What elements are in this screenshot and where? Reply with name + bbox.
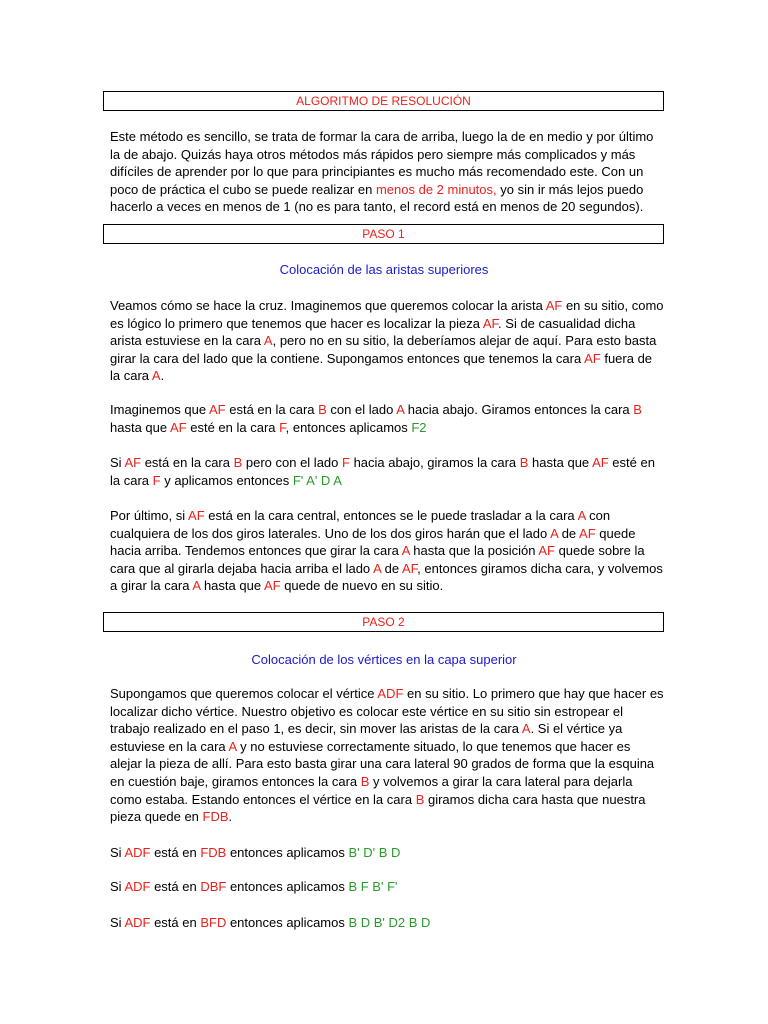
highlighted-term: FDB	[200, 845, 227, 860]
highlighted-term: A	[577, 508, 586, 523]
text-run: quede de nuevo en su sitio.	[280, 578, 444, 594]
text-run: Este método es sencillo, se trata de formar la cara de arriba, luego la de en medio y por último la de abajo. Quizás haya otros métodos más rápidos pero siempre más complicados y más difíciles de aprender por lo que para principiantes es mucho más recomendado este. Con un poco de práctica el cubo se puede realizar en	[110, 129, 654, 197]
paso-2-paragraph	[110, 914, 665, 932]
highlighted-term: AF	[584, 350, 601, 366]
text-run: Imaginemos que	[110, 402, 210, 417]
text-run: en su sitio. Lo primero que hay que hacer es localizar dicho vértice. Nuestro objetivo es colocar este vértice en su sitio sin estropear el trabajo realizado en el paso 1, es decir, sin mover las aristas de la cara	[110, 686, 664, 737]
text-run: . Si el vértice ya estuviese en la cara	[110, 721, 623, 754]
text-run: Si	[110, 455, 125, 470]
text-run: entonces aplicamos	[226, 915, 349, 930]
highlighted-term: B	[233, 455, 243, 470]
highlighted-term: AF	[170, 419, 187, 435]
highlighted-term: AF	[482, 315, 499, 331]
text-run: y volvemos a girar la cara lateral para dejarla como estaba. Estando entonces el vértice en la cara	[110, 773, 633, 807]
paso-1-paragraph	[110, 454, 665, 489]
highlighted-term: ADF	[124, 845, 151, 860]
paso-1-paragraph	[110, 297, 665, 385]
text-run: giramos dicha cara hasta que nuestra pieza quede en	[110, 791, 646, 825]
highlighted-term: B	[519, 455, 529, 470]
highlighted-term: A	[550, 525, 559, 541]
highlighted-term: AF	[579, 525, 596, 541]
text-run: está en la cara	[141, 455, 234, 470]
highlighted-term: AF	[209, 402, 226, 417]
text-run: quede sobre la cara que al girarla dejaba hacia arriba el lado	[110, 543, 645, 576]
move-sequence: F2	[411, 419, 427, 435]
highlighted-term: F	[152, 472, 161, 488]
text-run: hasta que	[528, 455, 593, 470]
text-run: con el lado	[326, 402, 397, 417]
paso-1-box: PASO 1	[103, 224, 664, 244]
highlighted-term: DBF	[200, 879, 227, 894]
highlighted-term: AF	[538, 543, 555, 559]
text-run: quede hacia arriba. Tendemos entonces que girar la cara	[110, 525, 636, 559]
highlighted-term: AF	[592, 455, 609, 470]
text-run: pero con el lado	[242, 455, 342, 470]
highlighted-term: A	[263, 333, 273, 349]
highlighted-term: F	[279, 419, 286, 435]
text-run: está en	[150, 845, 201, 860]
text-run: esté en la cara	[186, 419, 280, 435]
highlighted-term: A	[151, 368, 161, 384]
text-run: .	[160, 368, 165, 384]
paso-2-box: PASO 2	[103, 612, 664, 632]
text-run: . Si de casualidad dicha arista estuviese en la cara	[110, 315, 636, 349]
highlighted-term: ADF	[377, 686, 404, 701]
text-run: y no estuviese correctamente situado, lo que tenemos que hacer es alejar la pieza de allí. Para esto basta girar una cara lateral 90 grados de forma que la esquina en cuestión baje, giramos entonces la cara	[110, 738, 655, 789]
highlighted-term: B	[360, 773, 370, 789]
text-run: , entonces giramos dicha cara, y volvemos a girar la cara	[110, 560, 663, 594]
highlighted-term: A	[228, 738, 237, 754]
highlighted-term: AF	[263, 578, 281, 594]
highlighted-term: FDB	[202, 809, 229, 825]
highlighted-term: AF	[545, 298, 563, 313]
text-run: Supongamos que queremos colocar el vértice	[110, 686, 378, 701]
text-run: entonces aplicamos	[226, 879, 349, 894]
move-sequence: B F B' F'	[348, 879, 398, 894]
highlighted-term: A	[401, 543, 410, 559]
paso-2-paragraph	[110, 878, 665, 896]
text-run: hasta que	[110, 419, 170, 435]
highlighted-term: A	[396, 402, 405, 417]
highlighted-term: F	[342, 455, 350, 470]
highlighted-term: BFD	[200, 915, 227, 930]
text-run: está en la cara	[225, 402, 319, 417]
paso-2-paragraph	[110, 844, 665, 862]
text-run: fuera de la cara	[110, 350, 653, 384]
text-run: en su sitio, como es lógico lo primero que tenemos que hacer es localizar la pieza	[110, 298, 664, 331]
text-run: hasta que	[200, 578, 264, 594]
move-sequence: F' A' D A	[292, 472, 342, 488]
highlighted-term: B	[415, 791, 425, 807]
highlighted-term: B	[633, 402, 642, 417]
text-run: de	[381, 560, 402, 576]
paso-2-heading: Colocación de los vértices en la capa superior	[251, 652, 517, 667]
text-run: está en	[150, 915, 201, 930]
highlighted-term: B	[318, 402, 327, 417]
highlighted-term: menos de 2 minutos,	[375, 181, 497, 197]
text-run: Si	[110, 845, 125, 860]
text-run: , entonces aplicamos	[285, 419, 412, 435]
text-run: .	[228, 809, 233, 825]
intro-paragraph	[110, 128, 665, 216]
paso-2-paragraph	[110, 685, 665, 826]
highlighted-term: ADF	[124, 915, 151, 930]
highlighted-term: AF	[188, 508, 205, 523]
paso-1-heading: Colocación de las aristas superiores	[279, 262, 489, 277]
highlighted-term: A	[192, 578, 201, 594]
highlighted-term: AF	[402, 560, 418, 576]
text-run: yo sin ir más lejos puedo hacerlo a veces en menos de 1 (no es para tanto, el record está en menos de 20 segundos).	[110, 181, 644, 215]
text-run: de	[558, 525, 580, 541]
title-box: ALGORITMO DE RESOLUCIÓN	[103, 91, 664, 111]
text-run: entonces aplicamos	[226, 845, 349, 860]
paso-1-paragraph	[110, 401, 665, 436]
text-run: esté en la cara	[110, 455, 655, 488]
move-sequence: B D B' D2 B D	[348, 915, 431, 930]
highlighted-term: A	[373, 560, 382, 576]
text-run: Veamos cómo se hace la cruz. Imaginemos que queremos colocar la arista	[110, 298, 546, 313]
move-sequence: B' D' B D	[348, 845, 401, 860]
text-run: hacia abajo. Giramos entonces la cara	[404, 402, 634, 417]
text-run: Si	[110, 879, 125, 894]
text-run: hacia abajo, giramos la cara	[349, 455, 520, 470]
paso-1-paragraph	[110, 507, 665, 595]
text-run: con cualquiera de los dos giros laterales. Uno de los dos giros harán que el lado	[110, 508, 611, 541]
text-run: y aplicamos entonces	[160, 472, 293, 488]
highlighted-term: AF	[124, 455, 142, 470]
text-run: , pero no en su sitio, la deberíamos alejar de aquí. Para esto basta girar la cara del lado que la contiene. Supongamos entonces que tenemos la cara	[110, 333, 657, 366]
text-run: hasta que la posición	[409, 543, 539, 559]
text-run: está en	[150, 879, 201, 894]
highlighted-term: ADF	[124, 879, 151, 894]
text-run: Por último, si	[110, 508, 189, 523]
text-run: Si	[110, 915, 125, 930]
highlighted-term: A	[521, 721, 531, 737]
text-run: está en la cara central, entonces se le puede trasladar a la cara	[204, 508, 578, 523]
